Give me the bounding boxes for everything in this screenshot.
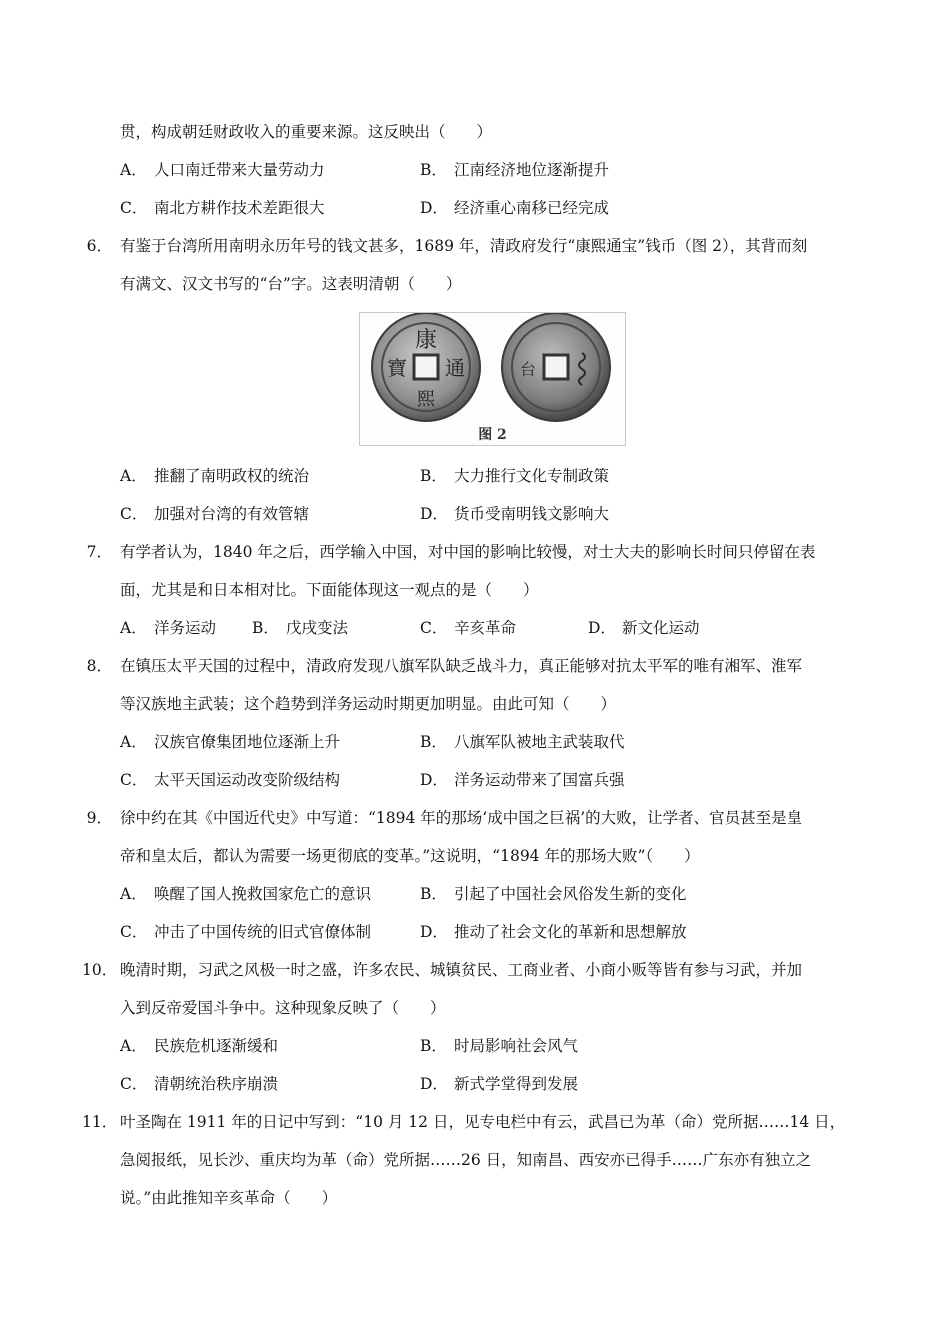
option-letter: A． [120,733,147,751]
q6-option-b[interactable] [420,466,609,486]
q7-option-c[interactable] [420,618,516,638]
option-text: 辛亥革命 [454,619,517,637]
coin-front-char-top: 康 [414,328,438,353]
q9-stem-line2: 帝和皇太后，都认为需要一场更彻底的变革。”这说明，“1894 年的那场大败”（ ） [120,847,700,865]
q5-stem-tail: 贯，构成朝廷财政收入的重要来源。这反映出（ ） [120,123,493,141]
q10-stem-line2: 入到反帝爱国斗争中。这种现象反映了（ ） [120,999,446,1017]
option-letter: D． [588,619,616,637]
option-text: 唤醒了国人挽救国家危亡的意识 [154,885,372,903]
option-text: 太平天国运动改变阶级结构 [154,771,341,789]
option-letter: A． [120,1037,147,1055]
option-letter: A． [120,161,147,179]
option-text: 戊戌变法 [286,619,349,637]
q5-option-b[interactable] [420,160,609,180]
option-text: 南北方耕作技术差距很大 [154,199,325,217]
option-text: 洋务运动 [154,619,217,637]
q8-number: 8． [86,657,112,675]
option-letter: B． [420,161,447,179]
q10-option-d[interactable] [420,1074,578,1094]
q11-stem-line1: 叶圣陶在 1911 年的日记中写到：“10 月 12 日，见专电栏中有云，武昌已为革（命）党所据……14 日， [120,1113,846,1131]
q6-option-c[interactable] [120,504,309,524]
option-letter: D． [420,771,448,789]
option-letter: B． [420,1037,447,1055]
q8-option-b[interactable] [420,732,625,752]
q8-option-c[interactable] [120,770,340,790]
option-text: 汉族官僚集团地位逐渐上升 [154,733,341,751]
option-text: 大力推行文化专制政策 [454,467,610,485]
q7-option-d[interactable] [588,618,700,638]
option-letter: D． [420,199,448,217]
q11-number: 11． [82,1113,118,1131]
q10-stem-line1: 晚清时期，习武之风极一时之盛，许多农民、城镇贫民、工商业者、小商小贩等皆有参与习武，并加 [120,961,803,979]
option-letter: A． [120,467,147,485]
option-text: 新文化运动 [622,619,700,637]
q9-option-b[interactable] [420,884,687,904]
coin-back-char-left: 台 [519,360,537,379]
q9-number: 9． [86,809,112,827]
coin-front-char-left: 寶 [387,356,407,380]
option-letter: C． [120,199,148,217]
q7-number: 7． [86,543,112,561]
q6-option-d[interactable] [420,504,609,524]
option-text: 加强对台湾的有效管辖 [154,505,310,523]
option-text: 新式学堂得到发展 [454,1075,579,1093]
q8-option-d[interactable] [420,770,625,790]
option-text: 人口南迁带来大量劳动力 [154,161,325,179]
option-text: 推翻了南明政权的统治 [154,467,310,485]
coin-front [372,313,480,421]
q11-stem-line2: 急阅报纸，见长沙、重庆均为革（命）党所据……26 日，知南昌、西安亦已得手……广东亦有独立之 [120,1151,812,1169]
q8-option-a[interactable] [120,732,340,752]
option-letter: B． [420,733,447,751]
q6-stem-line2: 有满文、汉文书写的“台”字。这表明清朝（ ） [120,275,462,293]
figure-caption: 图 2 [478,427,507,443]
q6-stem-line1: 有鉴于台湾所用南明永历年号的钱文甚多，1689 年，清政府发行“康熙通宝”钱币（图 2），其背而刻 [120,237,808,255]
q10-option-a[interactable] [120,1036,278,1056]
option-text: 时局影响社会风气 [454,1037,579,1055]
q6-option-a[interactable] [120,466,309,486]
q9-stem-line1: 徐中约在其《中国近代史》中写道：“1894 年的那场‘成中国之巨祸’的大败，让学者、官员甚至是皇 [120,809,803,827]
option-letter: A． [120,619,147,637]
option-letter: A． [120,885,147,903]
option-letter: D． [420,1075,448,1093]
option-letter: B． [420,467,447,485]
option-letter: D． [420,923,448,941]
q6-number: 6． [86,237,112,255]
q7-option-a[interactable] [120,618,216,638]
option-text: 冲击了中国传统的旧式官僚体制 [154,923,372,941]
option-letter: B． [252,619,279,637]
option-letter: C． [120,923,148,941]
option-text: 推动了社会文化的革新和思想解放 [454,923,687,941]
q9-option-c[interactable] [120,922,371,942]
q10-option-b[interactable] [420,1036,578,1056]
q10-option-c[interactable] [120,1074,278,1094]
option-text: 经济重心南移已经完成 [454,199,610,217]
q9-option-a[interactable] [120,884,371,904]
q8-stem-line1: 在镇压太平天国的过程中，清政府发现八旗军队缺乏战斗力，真正能够对抗太平军的唯有湘军、淮军 [120,657,803,675]
q5-option-a[interactable] [120,160,325,180]
option-letter: B． [420,885,447,903]
q7-stem-line1: 有学者认为，1840 年之后，西学输入中国，对中国的影响比较慢，对士大夫的影响长时间只停留在表 [120,543,816,561]
option-text: 引起了中国社会风俗发生新的变化 [454,885,687,903]
option-text: 江南经济地位逐渐提升 [454,161,610,179]
q7-stem-line2: 面，尤其是和日本相对比。下面能体现这一观点的是（ ） [120,581,539,599]
option-letter: C． [120,505,148,523]
q5-option-c[interactable] [120,198,325,218]
q7-option-b[interactable] [252,618,348,638]
q9-option-d[interactable] [420,922,687,942]
coin-front-char-right: 通 [445,356,465,380]
coin-illustration [360,313,625,423]
coin-back [502,313,610,421]
q5-option-d[interactable] [420,198,609,218]
q11-stem-line3: 说。”由此推知辛亥革命（ ） [120,1189,338,1207]
option-text: 民族危机逐渐缓和 [154,1037,279,1055]
option-text: 洋务运动带来了国富兵强 [454,771,625,789]
option-letter: C． [120,771,148,789]
option-letter: C． [420,619,448,637]
option-letter: C． [120,1075,148,1093]
option-text: 八旗军队被地主武装取代 [454,733,625,751]
option-text: 货币受南明钱文影响大 [454,505,610,523]
q10-number: 10． [82,961,118,979]
q8-stem-line2: 等汉族地主武装；这个趋势到洋务运动时期更加明显。由此可知（ ） [120,695,617,713]
option-text: 清朝统治秩序崩溃 [154,1075,279,1093]
coin-figure [359,312,626,446]
option-letter: D． [420,505,448,523]
coin-front-char-bottom: 熙 [417,389,435,410]
